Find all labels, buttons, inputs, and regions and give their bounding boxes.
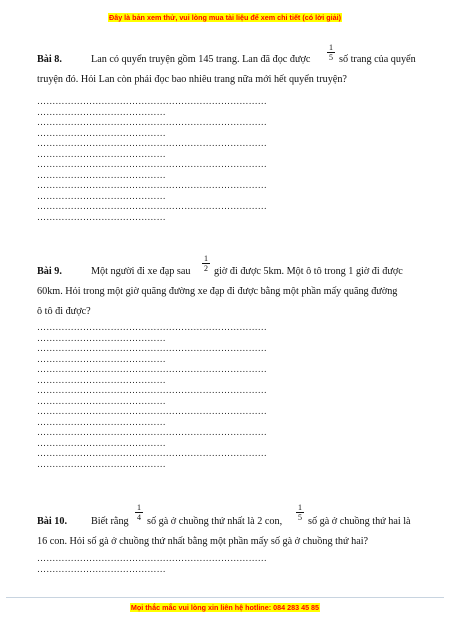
problem-10: [37, 503, 417, 552]
problem-text: số gà ở chuồng thứ hai là: [308, 516, 411, 527]
problem-label: Bài 10.: [37, 516, 68, 527]
problem-text: Lan có quyển truyện gồm 145 trang. Lan đã đọc được: [91, 54, 311, 65]
problem-9: [37, 254, 417, 322]
problem-text: Biết rằng: [91, 516, 129, 527]
fraction: $\frac{1}{5}$: [329, 43, 333, 62]
fraction: $\frac{1}{5}$: [298, 503, 302, 522]
fraction: $\frac{1}{4}$: [137, 503, 141, 522]
problem-label: Bài 8.: [37, 54, 62, 65]
problem-text: số gà ở chuồng thứ nhất là 2 con,: [147, 516, 283, 527]
hotline-notice-text: Mọi thắc mắc vui lòng xin liên hệ hotline: 084 283 45 85: [130, 603, 320, 612]
answer-lines-9: ………………………………………………………………… …………………………………… ………………………………………………………………… …………………………………… ………………………………………………………………… …………………………………… ………………………………………………………………… …………………………………… ………………………………………………………………… …………………………………… ………………………………………………………………… …………………………………… ………………………………………………………………… ……………………………………: [37, 322, 267, 469]
answer-lines-8: ………………………………………………………………… …………………………………… ………………………………………………………………… …………………………………… ………………………………………………………………… …………………………………… ………………………………………………………………… …………………………………… ………………………………………………………………… …………………………………… ………………………………………………………………… ……………………………………: [37, 96, 267, 222]
problem-text: Một người đi xe đạp sau: [91, 266, 191, 277]
hotline-notice-banner: [0, 603, 450, 612]
problem-8: [37, 43, 417, 90]
problem-text: 16 con. Hỏi số gà ở chuồng thứ nhất bằng một phần mấy số gà ở chuồng thứ hai?: [37, 536, 369, 547]
problem-text: giờ đi được 5km. Một ô tô trong 1 giờ đi được: [214, 266, 403, 277]
problem-text: 60km. Hỏi trong một giờ quãng đường xe đạp đi được bằng một phần mấy quãng đường: [37, 286, 398, 297]
problem-text: truyện đó. Hỏi Lan còn phải đọc bao nhiêu trang nữa mới hết quyển truyện?: [37, 74, 347, 85]
footer-divider: [6, 597, 444, 598]
fraction: $\frac{1}{2}$: [204, 254, 208, 273]
answer-lines-10: ………………………………………………………………… ……………………………………: [37, 553, 267, 574]
problem-text: số trang của quyển: [339, 54, 416, 65]
problem-text: ô tô đi được?: [37, 306, 91, 317]
preview-notice-text: Đây là bản xem thử, vui lòng mua tài liệu để xem chi tiết (có lời giải): [109, 13, 341, 22]
problem-label: Bài 9.: [37, 266, 62, 277]
preview-notice-banner: [0, 13, 450, 22]
